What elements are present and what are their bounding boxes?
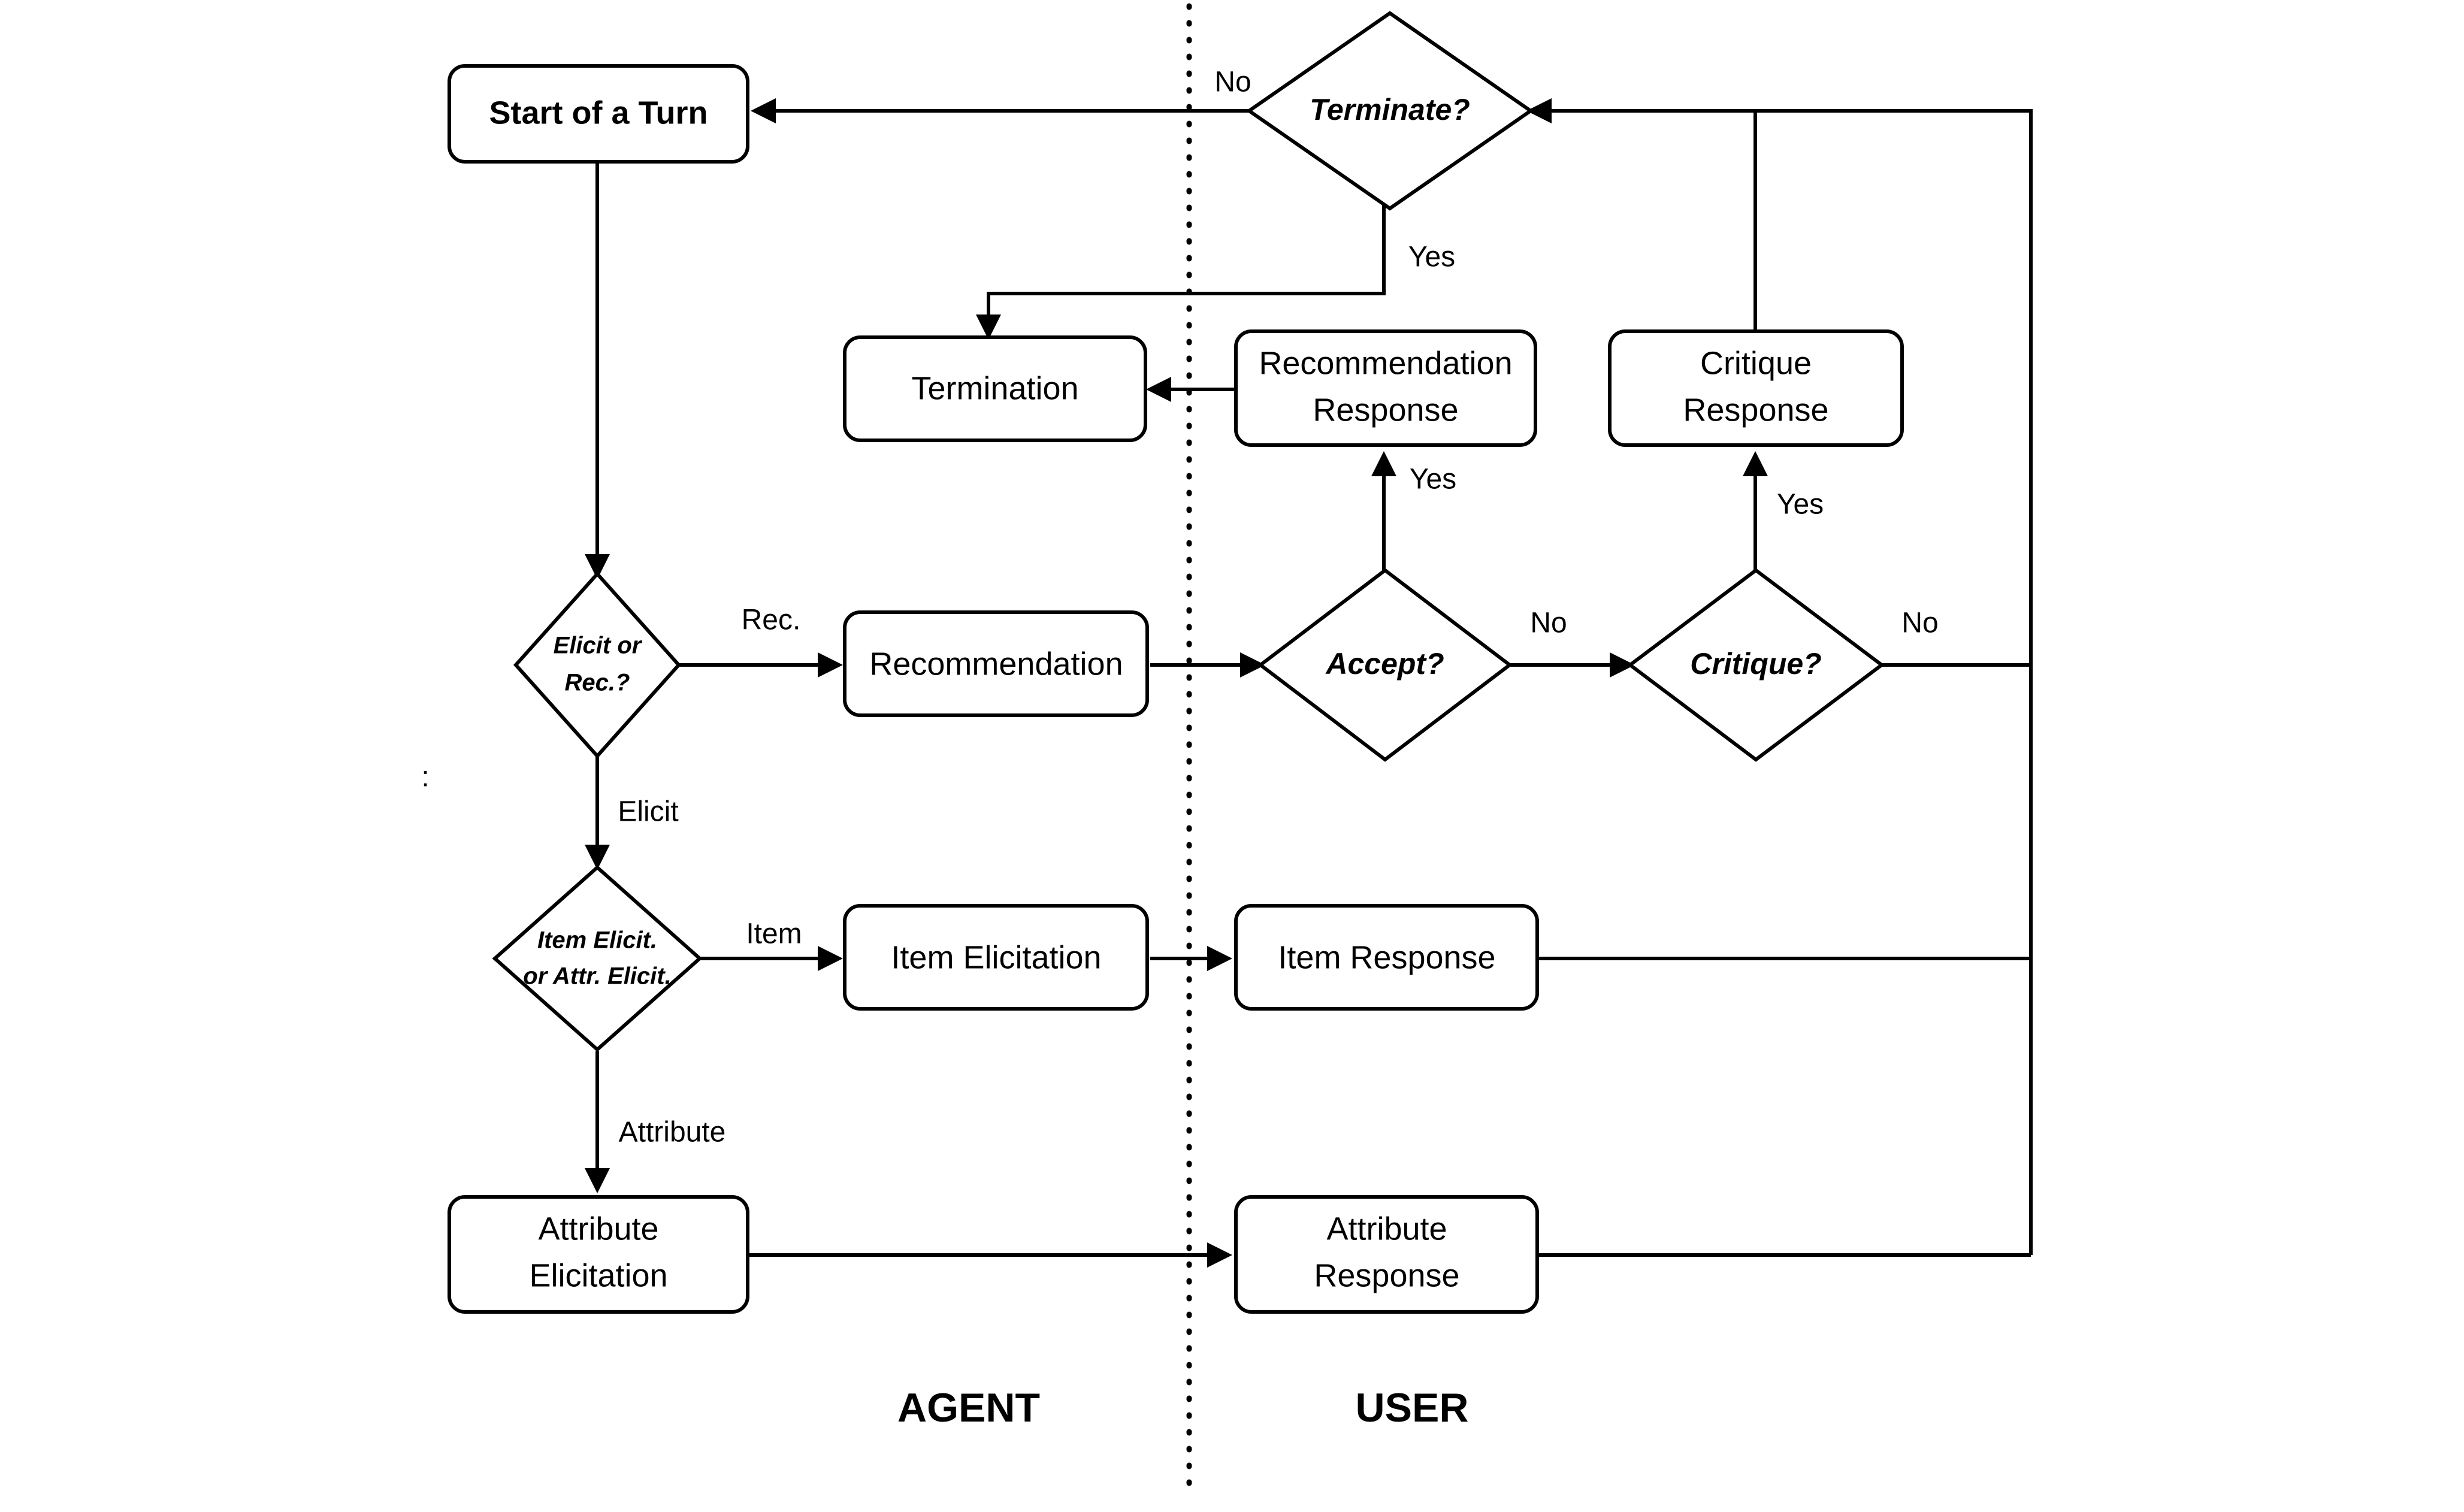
node-item-elicitation[interactable] [845, 906, 1147, 1009]
node-terminate-label: Terminate? [1310, 93, 1470, 127]
node-start-of-a-turn-label: Start of a Turn [489, 95, 708, 131]
node-critique-response[interactable] [1610, 331, 1902, 445]
node-terminate-decision[interactable] [1249, 13, 1531, 208]
edge-label-terminate-no: No [1214, 66, 1251, 98]
node-item-elicitation-label: Item Elicitation [891, 939, 1102, 976]
lane-label-user: USER [1355, 1384, 1469, 1431]
node-critique-response-line2: Response [1683, 392, 1829, 428]
edge-label-elicit-rec-rec: Rec. [741, 604, 801, 636]
node-attribute-response-line1: Attribute [1326, 1211, 1447, 1247]
node-critique-label: Critique? [1690, 647, 1822, 681]
node-elicit-or-rec-line1: Elicit or [553, 632, 642, 659]
edge-label-critique-no: No [1901, 607, 1939, 639]
node-recommendation-response-line1: Recommendation [1259, 345, 1513, 382]
edge-terminate-yes-to-termination [988, 171, 1384, 335]
node-termination[interactable] [845, 337, 1145, 440]
node-attribute-elicitation[interactable] [449, 1197, 748, 1312]
edge-label-elicit-rec-elicit: Elicit [618, 796, 679, 828]
node-critique-response-line1: Critique [1700, 345, 1812, 382]
edge-label-critique-yes: Yes [1776, 488, 1824, 521]
edge-label-terminate-yes: Yes [1408, 241, 1456, 273]
node-recommendation-response[interactable] [1236, 331, 1535, 445]
node-elicit-or-rec-line2: Rec.? [564, 669, 630, 696]
node-recommendation-label: Recommendation [869, 646, 1123, 682]
colon-marker: : [421, 761, 430, 793]
node-item-or-attribute-decision[interactable] [495, 867, 700, 1050]
node-item-response-label: Item Response [1278, 939, 1496, 976]
node-item-response[interactable] [1236, 906, 1537, 1009]
node-critique-decision[interactable] [1630, 570, 1882, 760]
node-attribute-response[interactable] [1236, 1197, 1537, 1312]
node-termination-label: Termination [911, 370, 1079, 407]
node-accept-decision[interactable] [1260, 570, 1510, 760]
node-elicit-or-rec-decision[interactable] [516, 574, 679, 756]
edge-label-accept-no: No [1530, 607, 1567, 639]
node-item-or-attribute-line1: Item Elicit. [537, 927, 658, 954]
node-attribute-elicitation-line1: Attribute [538, 1211, 659, 1247]
node-attribute-elicitation-line2: Elicitation [529, 1257, 668, 1294]
node-accept-label: Accept? [1326, 647, 1444, 681]
node-attribute-response-line2: Response [1314, 1257, 1460, 1294]
node-item-or-attribute-line2: or Attr. Elicit. [523, 963, 672, 990]
edge-label-itemattr-attribute: Attribute [618, 1116, 726, 1148]
node-recommendation-response-line2: Response [1313, 392, 1459, 428]
node-start-of-a-turn[interactable] [449, 66, 748, 162]
node-recommendation[interactable] [845, 612, 1147, 715]
edge-critiqueresponse-to-terminate [1531, 111, 1755, 350]
lane-label-agent: AGENT [897, 1384, 1040, 1431]
edge-label-accept-yes: Yes [1409, 463, 1457, 495]
edge-label-itemattr-item: Item [746, 918, 802, 950]
